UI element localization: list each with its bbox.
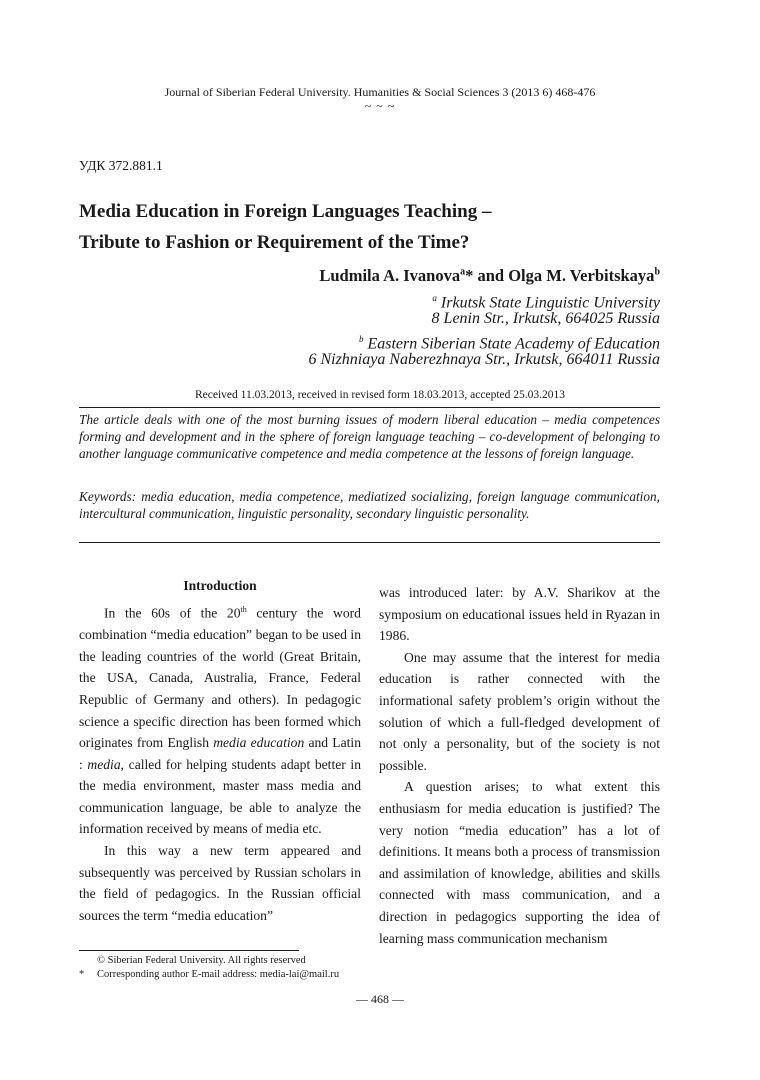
corresponding-asterisk: * (465, 266, 474, 285)
emphasis: media (87, 756, 121, 772)
page-number: — 468 — (356, 992, 404, 1006)
text-run: and Latin : (79, 735, 361, 772)
received-dates: Received 11.03.2013, received in revised form 18.03.2013, accepted 25.03.2013 (194, 389, 566, 401)
text-run: In the 60s of the 20 (104, 605, 241, 621)
journal-header: Journal of Siberian Federal University. Humanities & Social Sciences 3 (2013 6) 468-476 (164, 85, 596, 99)
affiliation-b-address: 6 Nizhniaya Naberezhnaya Str., Irkutsk, 664011 Russia (308, 351, 660, 368)
paragraph: A question arises; to what extent this enthusiasm for media education is justified? The very notion “media education” has a lot of definitions. It means both a process of transmission and assimilation of knowledge, abilities and skills connected with mass communication, and a direction in pedagogics supporting the idea of learning mass communication mechanism (379, 779, 660, 946)
abstract: The article deals with one of the most burning issues of modern liberal education – media competences forming and development and in the sphere of foreign language teaching – co-development of belonging to another language communicative competence and media competence at the lessons of foreign language. (79, 412, 660, 461)
right-column (379, 582, 660, 949)
footnote-rule (79, 950, 299, 951)
abstract-top-rule (79, 407, 660, 408)
superscript: th (240, 605, 247, 614)
author-2-affiliation-mark: b (654, 266, 660, 278)
authors-line (319, 266, 660, 286)
paragraph (79, 599, 361, 840)
section-heading-introduction: Introduction (183, 578, 257, 593)
author-1: Ludmila A. Ivanova (319, 266, 461, 285)
author-1-affiliation-mark: a (460, 266, 466, 278)
article-title (79, 196, 679, 258)
footnote-asterisk: * (79, 969, 85, 980)
paragraph: was introduced later: by A.V. Sharikov at the symposium on educational issues held in Ryazan in 1986. (379, 585, 660, 644)
footnote-copyright: © Siberian Federal University. All rights reserved (97, 955, 306, 966)
left-column (79, 576, 361, 926)
keywords: Keywords: media education, media competence, mediatized socializing, foreign language communication, intercultural communication, linguistic personality, secondary linguistic personality. (79, 489, 660, 521)
affiliation-a-mark: a (432, 293, 437, 303)
affiliation-b-mark: b (358, 334, 364, 344)
emphasis: media education (213, 735, 305, 751)
abstract-bottom-rule (79, 542, 660, 543)
authors-and: and (473, 266, 509, 285)
text-run: century the word combination “media education” began to be used in the leading countries of the world (Great Britain, the USA, Canada, Australia, France, Federal Republic of Germany and others). In pedagogic science a specific direction has been formed which originates from English (79, 605, 361, 751)
footnote-corresponding-author: Corresponding author E-mail address: media-lai@mail.ru (97, 969, 340, 980)
udk-code: УДК 372.881.1 (79, 158, 163, 173)
paragraph: In this way a new term appeared and subsequently was perceived by Russian scholars in the field of pedagogics. In the Russian official sources the term “media education” (79, 843, 361, 923)
title-line-2: Tribute to Fashion or Requirement of the Time? (79, 232, 470, 253)
paragraph: One may assume that the interest for media education is rather connected with the informational safety problem’s origin without the solution of which a full-fledged development of not only a personality, but of the society is not possible. (379, 649, 660, 773)
affiliation-a-text: Irkutsk State Linguistic University (436, 294, 660, 312)
header-ornament: ~ ~ ~ (364, 99, 396, 113)
author-2: Olga M. Verbitskaya (508, 266, 655, 285)
affiliation-a-address: 8 Lenin Str., Irkutsk, 664025 Russia (431, 310, 660, 327)
affiliation-b-text: Eastern Siberian State Academy of Education (363, 335, 660, 353)
text-run: , called for helping students adapt better in the media environment, master mass media and communication language, be able to analyze the information received by means of media etc. (79, 756, 361, 837)
title-line-1: Media Education in Foreign Languages Teaching – (79, 201, 492, 222)
